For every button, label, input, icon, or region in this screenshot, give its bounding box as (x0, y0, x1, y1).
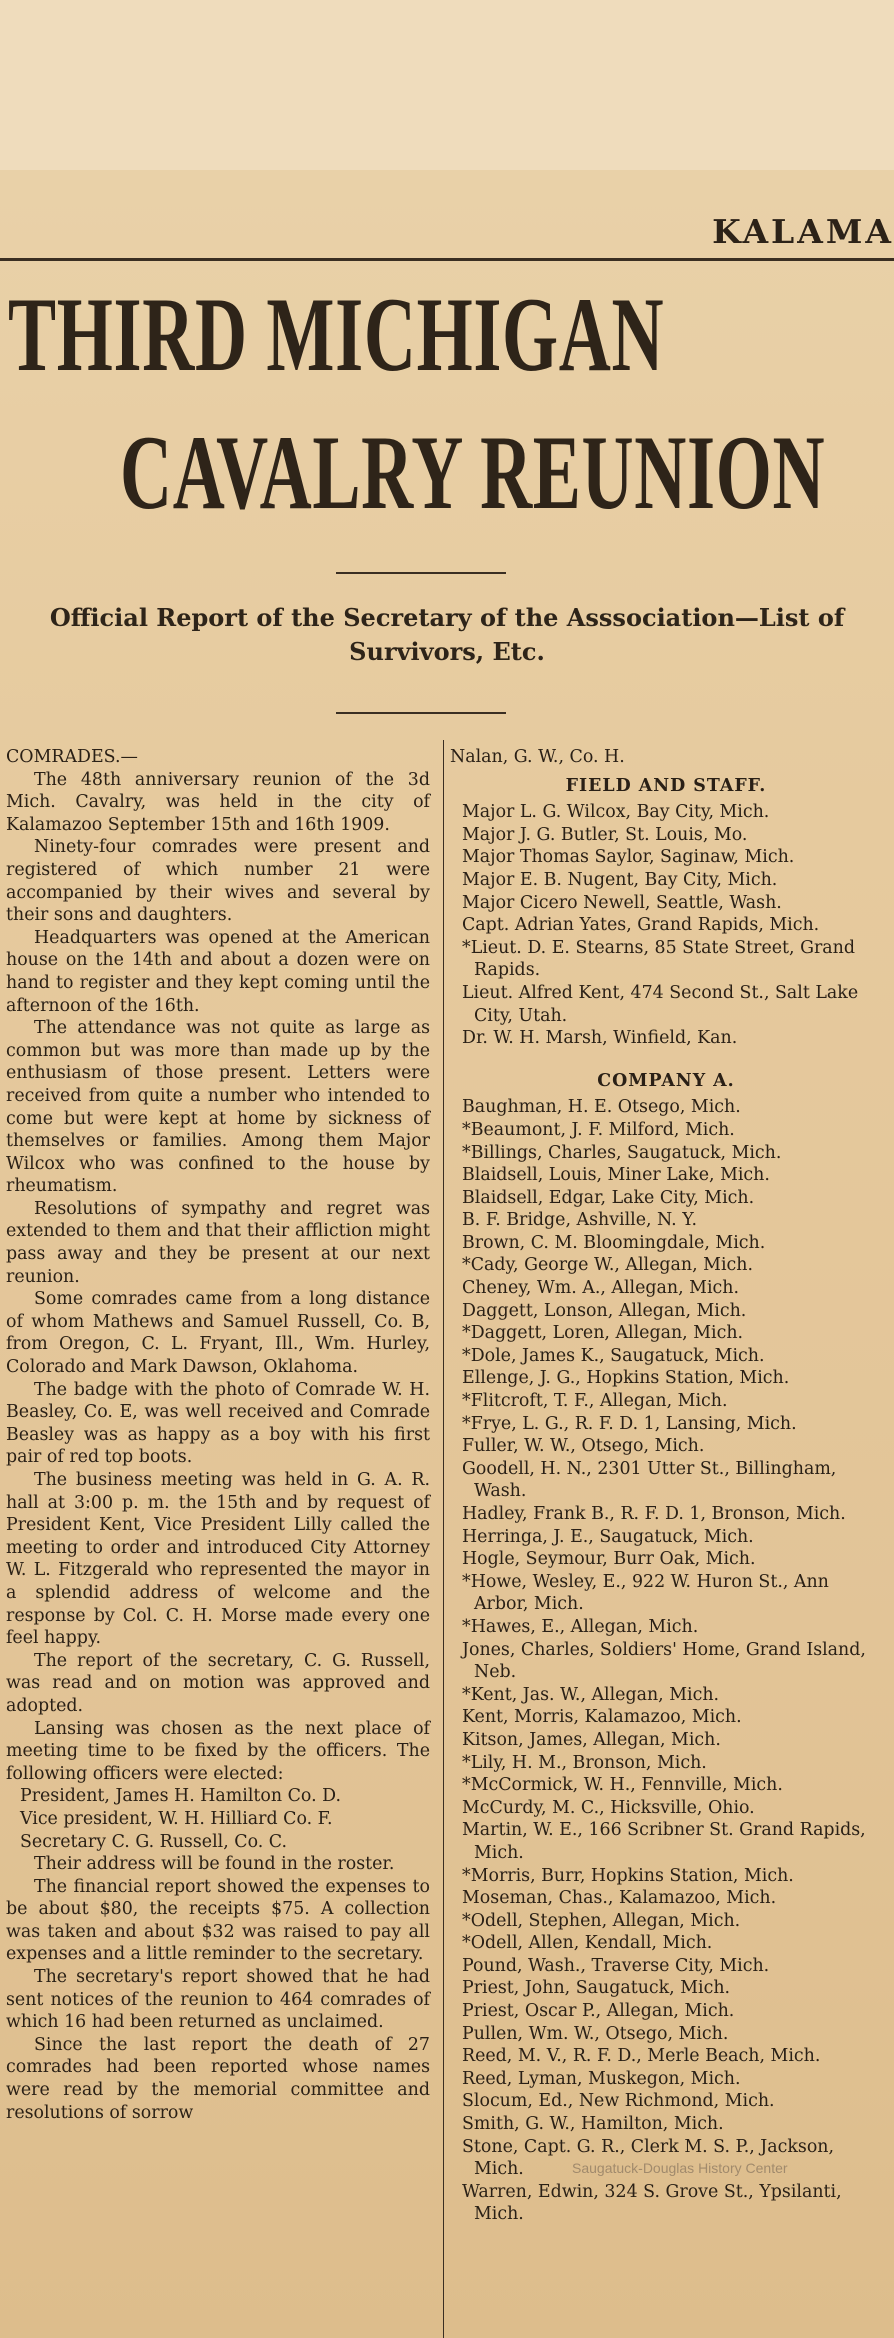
roster-entry: *Frye, L. G., R. F. D. 1, Lansing, Mich. (462, 1413, 797, 1434)
roster-entry: Ellenge, J. G., Hopkins Station, Mich. (462, 1368, 790, 1389)
roster-entry: Lieut. Alfred Kent, 474 Second St., Salt Lake City, Utah. (462, 982, 859, 1026)
archive-watermark: Saugatuck-Douglas History Center (572, 2160, 788, 2176)
roster-entry: Blaidsell, Edgar, Lake City, Mich. (462, 1187, 755, 1208)
roster-entry: Pullen, Wm. W., Otsego, Mich. (462, 2023, 729, 2044)
roster-entry: *Cady, George W., Allegan, Mich. (462, 1255, 753, 1276)
roster-entry: *Daggett, Loren, Allegan, Mich. (462, 1323, 744, 1344)
roster-entry: Martin, W. E., 166 Scribner St. Grand Rapids, Mich. (462, 1820, 866, 1863)
roster-entry: Major E. B. Nugent, Bay City, Mich. (462, 869, 778, 890)
roster-entry: Nalan, G. W., Co. H. (450, 747, 625, 767)
roster-entry: *Kent, Jas. W., Allegan, Mich. (462, 1684, 720, 1705)
roster-entry: Kitson, James, Allegan, Mich. (462, 1729, 721, 1750)
paragraph: Their address will be found in the roster. (34, 1854, 395, 1875)
roster-entry: *Howe, Wesley, E., 922 W. Huron St., Ann Arbor, Mich. (462, 1571, 829, 1615)
roster-entry: Brown, C. M. Bloomingdale, Mich. (462, 1232, 766, 1253)
roster-entry: Warren, Edwin, 324 S. Grove St., Ypsilanti, Mich. (462, 2181, 842, 2225)
clipping-top-margin (0, 0, 894, 170)
roster-entry: *Odell, Allen, Kendall, Mich. (462, 1933, 713, 1954)
salutation: COMRADES.— (6, 747, 138, 767)
roster-entry: Hogle, Seymour, Burr Oak, Mich. (462, 1549, 756, 1570)
paragraph: Resolutions of sympathy and regret was extended to them and that their affliction might pass away and they be present at our next reunion. (6, 1198, 430, 1287)
roster-entry: *Morris, Burr, Hopkins Station, Mich. (462, 1865, 794, 1886)
subhead-divider (336, 712, 506, 714)
company-a-heading: COMPANY A. (597, 1070, 735, 1091)
roster-entry: Herringa, J. E., Saugatuck, Mich. (462, 1526, 754, 1547)
roster-entry: Jones, Charles, Soldiers' Home, Grand Island, Neb. (462, 1639, 866, 1683)
roster-entry: McCurdy, M. C., Hicksville, Ohio. (462, 1797, 755, 1818)
paragraph: The financial report showed the expenses to be about $80, the receipts $75. A collection was taken and about $32 was raised to pay all expenses and a little reminder to the secretary. (6, 1876, 430, 1965)
paragraph: Lansing was chosen as the next place of meeting time to be fixed by the officers. The following officers were elected: (6, 1718, 430, 1784)
roster-entry: *Dole, James K., Saugatuck, Mich. (462, 1345, 765, 1366)
roster-entry: *Beaumont, J. F. Milford, Mich. (462, 1119, 735, 1140)
article-left-column (6, 746, 430, 2124)
subheadline: Official Report of the Secretary of the Asssociation—List of Survivors, Etc. (49, 603, 845, 666)
newspaper-masthead: KALAMA (712, 212, 894, 251)
roster-entry: Capt. Adrian Yates, Grand Rapids, Mich. (462, 915, 820, 936)
paragraph: The secretary's report showed that he had sent notices of the reunion to 464 comrades of which 16 had been returned as unclaimed. (6, 1967, 430, 2033)
roster-entry: Major Cicero Newell, Seattle, Wash. (462, 892, 782, 913)
masthead-rule (0, 258, 894, 261)
roster-entry: Pound, Wash., Traverse City, Mich. (462, 1955, 770, 1976)
roster-entry: Major L. G. Wilcox, Bay City, Mich. (462, 802, 770, 823)
roster-entry: B. F. Bridge, Ashville, N. Y. (462, 1210, 697, 1231)
field-and-staff-heading: FIELD AND STAFF. (565, 775, 767, 796)
paragraph: The 48th anniversary reunion of the 3d Mich. Cavalry, was held in the city of Kalamazoo September 15th and 16th 1909. (6, 769, 430, 835)
section-gap (450, 1050, 882, 1064)
officer-secretary: Secretary C. G. Russell, Co. C. (20, 1831, 287, 1852)
roster-entry: *Lieut. D. E. Stearns, 85 State Street, Grand Rapids. (462, 937, 856, 981)
roster-entry: *Hawes, E., Allegan, Mich. (462, 1616, 699, 1637)
paragraph: The report of the secretary, C. G. Russell, was read and on motion was approved and adopted. (6, 1650, 430, 1716)
roster-entry: Major Thomas Saylor, Saginaw, Mich. (462, 847, 795, 868)
article-right-column (450, 746, 882, 2226)
roster-entry: *McCormick, W. H., Fennville, Mich. (462, 1775, 783, 1796)
roster-entry: Smith, G. W., Hamilton, Mich. (462, 2114, 724, 2135)
field-and-staff-list (450, 801, 882, 1050)
roster-entry: Cheney, Wm. A., Allegan, Mich. (462, 1278, 739, 1299)
roster-entry: Slocum, Ed., New Richmond, Mich. (462, 2091, 775, 2112)
officer-vice-president: Vice president, W. H. Hilliard Co. F. (20, 1808, 333, 1829)
roster-entry: *Billings, Charles, Saugatuck, Mich. (462, 1142, 782, 1163)
roster-entry: *Odell, Stephen, Allegan, Mich. (462, 1910, 741, 1931)
paragraph: Since the last report the death of 27 comrades had been reported whose names were read by the memorial committee and resolutions of sorrow (6, 2034, 430, 2123)
roster-entry: *Lily, H. M., Bronson, Mich. (462, 1752, 707, 1773)
headline-line-2: CAVALRY REUNION (120, 414, 826, 531)
roster-entry: Kent, Morris, Kalamazoo, Mich. (462, 1707, 742, 1728)
roster-entry: Blaidsell, Louis, Miner Lake, Mich. (462, 1165, 770, 1186)
officer-president: President, James H. Hamilton Co. D. (20, 1786, 341, 1807)
roster-entry: Priest, John, Saugatuck, Mich. (462, 1978, 731, 1999)
headline-line-1: THIRD MICHIGAN (8, 276, 665, 393)
paragraph: The business meeting was held in G. A. R. hall at 3:00 p. m. the 15th and by request of President Kent, Vice President Lilly called the meeting to order and introduced City Attorney W. L. Fitzgerald who represented the mayor in a splendid address of welcome and the response by Col. C. H. Morse made every one feel happy. (6, 1470, 430, 1649)
roster-entry: Daggett, Lonson, Allegan, Mich. (462, 1300, 747, 1321)
roster-entry: Moseman, Chas., Kalamazoo, Mich. (462, 1888, 777, 1909)
roster-entry: Reed, Lyman, Muskegon, Mich. (462, 2068, 741, 2089)
headline-divider (336, 572, 506, 574)
roster-entry: Priest, Oscar P., Allegan, Mich. (462, 2001, 735, 2022)
roster-entry: Baughman, H. E. Otsego, Mich. (462, 1097, 741, 1118)
paragraph: Headquarters was opened at the American house on the 14th and about a dozen were on hand to register and they kept coming until the afternoon of the 16th. (6, 927, 430, 1016)
roster-entry: Goodell, H. N., 2301 Utter St., Billingham, Wash. (462, 1458, 837, 1502)
column-rule (443, 740, 444, 2338)
roster-entry: Hadley, Frank B., R. F. D. 1, Bronson, Mich. (462, 1504, 846, 1524)
paragraph: Ninety-four comrades were present and registered of which number 21 were accompanied by their wives and several by their sons and daughters. (6, 837, 430, 926)
roster-entry: Stone, Capt. G. R., Clerk M. S. P., Jackson, Mich. (462, 2136, 835, 2180)
roster-entry: Dr. W. H. Marsh, Winfield, Kan. (462, 1028, 738, 1049)
roster-entry: Reed, M. V., R. F. D., Merle Beach, Mich. (462, 2046, 821, 2067)
paragraph: Some comrades came from a long distance of whom Mathews and Samuel Russell, Co. B, from Oregon, C. L. Fryant, Ill., Wm. Hurley, Colorado and Mark Dawson, Oklahoma. (6, 1289, 430, 1378)
paragraph: The attendance was not quite as large as common but was more than made up by the enthusiasm of those present. Letters were received from quite a number who intended to come but were kept at home by sickness of themselves or families. Among them Major Wilcox who was confined to the house by rheumatism. (6, 1018, 430, 1197)
company-a-list (450, 1096, 882, 2226)
roster-entry: Fuller, W. W., Otsego, Mich. (462, 1436, 705, 1457)
roster-entry: *Flitcroft, T. F., Allegan, Mich. (462, 1391, 728, 1412)
roster-entry: Major J. G. Butler, St. Louis, Mo. (462, 824, 748, 845)
paragraph: The badge with the photo of Comrade W. H. Beasley, Co. E, was well received and Comrade Beasley was as happy as a boy with his first pair of red top boots. (6, 1379, 430, 1468)
